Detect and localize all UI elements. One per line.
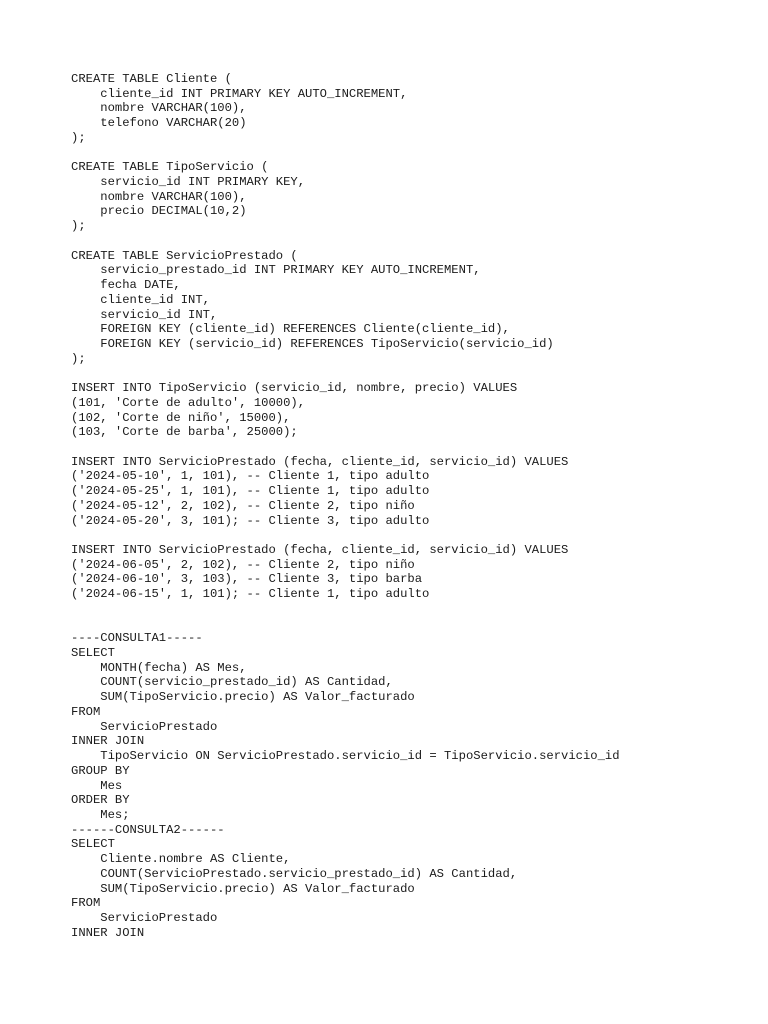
code-line: );	[71, 351, 86, 366]
code-line: INSERT INTO TipoServicio (servicio_id, nombre, precio) VALUES	[71, 381, 518, 396]
code-line: ('2024-05-10', 1, 101), -- Cliente 1, tipo adulto	[71, 469, 430, 484]
code-line: );	[71, 219, 86, 234]
code-line: ('2024-06-10', 3, 103), -- Cliente 3, tipo barba	[71, 572, 423, 587]
sql-code-block	[71, 72, 620, 940]
code-line: ServicioPrestado	[71, 910, 218, 925]
code-line: CREATE TABLE TipoServicio (	[71, 160, 269, 175]
code-line: );	[71, 130, 86, 145]
code-line: servicio_prestado_id INT PRIMARY KEY AUTO_INCREMENT,	[71, 263, 481, 278]
code-line: SELECT	[71, 837, 115, 852]
code-line: FOREIGN KEY (cliente_id) REFERENCES Cliente(cliente_id),	[71, 322, 510, 337]
code-line: COUNT(ServicioPrestado.servicio_prestado_id) AS Cantidad,	[71, 866, 518, 881]
code-line: ('2024-05-12', 2, 102), -- Cliente 2, tipo niño	[71, 498, 415, 513]
code-line	[71, 234, 620, 249]
code-line: TipoServicio ON ServicioPrestado.servicio_id = TipoServicio.servicio_id	[71, 749, 620, 764]
code-line	[71, 528, 620, 543]
code-line: ServicioPrestado	[71, 719, 218, 734]
code-line: ('2024-06-15', 1, 101); -- Cliente 1, tipo adulto	[71, 587, 430, 602]
code-line	[71, 440, 620, 455]
code-line: CREATE TABLE Cliente (	[71, 72, 232, 86]
code-line: servicio_id INT,	[71, 307, 218, 322]
code-line: telefono VARCHAR(20)	[71, 116, 247, 131]
code-line: (102, 'Corte de niño', 15000),	[71, 410, 291, 425]
code-line: nombre VARCHAR(100),	[71, 189, 247, 204]
code-line: FROM	[71, 704, 101, 719]
code-line: cliente_id INT PRIMARY KEY AUTO_INCREMENT,	[71, 86, 408, 101]
code-line: INNER JOIN	[71, 734, 145, 749]
code-line	[71, 602, 620, 617]
code-line: precio DECIMAL(10,2)	[71, 204, 247, 219]
code-line	[71, 366, 620, 381]
code-line	[71, 146, 620, 161]
code-line: servicio_id INT PRIMARY KEY,	[71, 175, 306, 190]
code-line: nombre VARCHAR(100),	[71, 101, 247, 116]
code-line: fecha DATE,	[71, 278, 181, 293]
code-line: FROM	[71, 896, 101, 911]
code-line: COUNT(servicio_prestado_id) AS Cantidad,	[71, 675, 393, 690]
code-line: ----CONSULTA1-----	[71, 631, 203, 646]
code-line: GROUP BY	[71, 763, 130, 778]
code-line: ------CONSULTA2------	[71, 822, 225, 837]
code-line: INSERT INTO ServicioPrestado (fecha, cliente_id, servicio_id) VALUES	[71, 543, 569, 557]
code-line: SUM(TipoServicio.precio) AS Valor_facturado	[71, 690, 415, 705]
code-line: SELECT	[71, 646, 115, 661]
code-line: ORDER BY	[71, 793, 130, 808]
code-line: ('2024-06-05', 2, 102), -- Cliente 2, tipo niño	[71, 557, 415, 572]
code-line: Cliente.nombre AS Cliente,	[71, 852, 291, 867]
code-line: SUM(TipoServicio.precio) AS Valor_facturado	[71, 881, 415, 896]
code-line: Mes;	[71, 807, 130, 822]
code-line: ('2024-05-25', 1, 101), -- Cliente 1, tipo adulto	[71, 484, 430, 499]
code-line: Mes	[71, 778, 123, 793]
code-line: CREATE TABLE ServicioPrestado (	[71, 248, 298, 263]
code-line: (101, 'Corte de adulto', 10000),	[71, 395, 306, 410]
code-line: (103, 'Corte de barba', 25000);	[71, 425, 298, 440]
code-line: INNER JOIN	[71, 925, 145, 940]
code-line: cliente_id INT,	[71, 292, 210, 307]
code-line: FOREIGN KEY (servicio_id) REFERENCES TipoServicio(servicio_id)	[71, 336, 554, 351]
code-line: ('2024-05-20', 3, 101); -- Cliente 3, tipo adulto	[71, 513, 430, 528]
code-line: MONTH(fecha) AS Mes,	[71, 660, 247, 675]
code-line: INSERT INTO ServicioPrestado (fecha, cliente_id, servicio_id) VALUES	[71, 454, 569, 469]
code-line	[71, 617, 620, 632]
